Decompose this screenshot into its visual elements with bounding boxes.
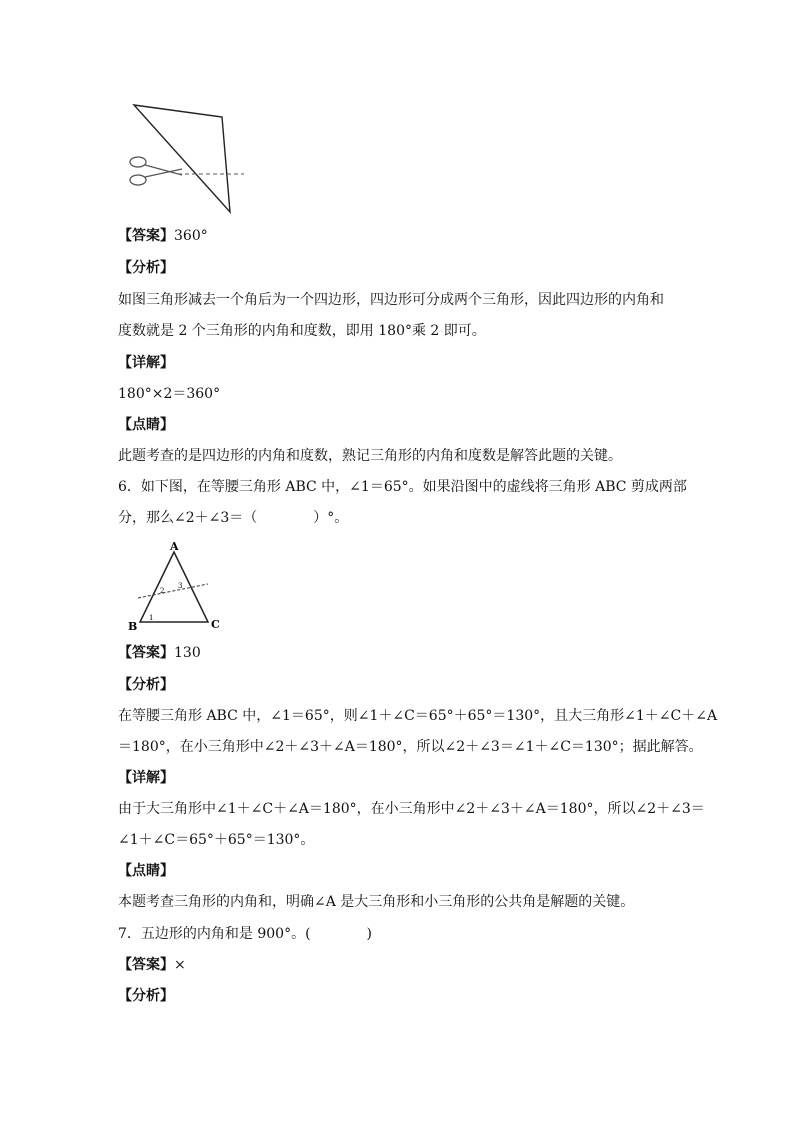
isosceles-triangle-figure xyxy=(120,538,230,634)
answer-value: 360° xyxy=(174,228,208,244)
analysis-text: 如图三角形减去一个角后为一个四边形，四边形可分成两个三角形，因此四边形的内角和 xyxy=(118,292,664,308)
triangle-shape xyxy=(134,105,230,212)
analysis-text: 在等腰三角形 ABC 中，∠1＝65°，则∠1＋∠C＝65°＋65°＝130°，且大三角形∠1＋∠C＋∠A xyxy=(118,708,718,724)
vertex-label-b: B xyxy=(128,620,138,633)
angle-label-1: 1 xyxy=(149,614,154,622)
analysis-tag: 【分析】 xyxy=(118,988,174,1004)
point-text: 本题考查三角形的内角和，明确∠A 是大三角形和小三角形的公共角是解题的关键。 xyxy=(118,894,635,910)
analysis-tag: 【分析】 xyxy=(118,677,174,693)
cut-triangle-figure xyxy=(120,95,260,220)
question-6-text: 分，那么∠2＋∠3＝（ ）°。 xyxy=(118,510,349,526)
question-6-text: 6．如下图，在等腰三角形 ABC 中，∠1＝65°。如果沿图中的虚线将三角形 ABC 剪成两部 xyxy=(118,479,687,495)
answer-value: × xyxy=(174,957,186,973)
vertex-label-a: A xyxy=(170,540,179,553)
answer-tag: 【答案】 xyxy=(118,957,174,973)
answer-row-6 xyxy=(118,643,201,663)
answer-row-7 xyxy=(118,955,186,975)
point-tag: 【点睛】 xyxy=(118,417,174,433)
answer-row-5 xyxy=(118,226,208,246)
detail-text: 180°×2＝360° xyxy=(118,386,221,402)
question-7-text: 7．五边形的内角和是 900°。( ) xyxy=(118,926,373,942)
point-tag: 【点睛】 xyxy=(118,863,174,879)
angle-label-3: 3 xyxy=(178,582,183,590)
detail-text: ∠1＋∠C＝65°＋65°＝130°。 xyxy=(118,832,315,848)
vertex-label-c: C xyxy=(211,618,220,631)
detail-text: 由于大三角形中∠1＋∠C＋∠A＝180°，在小三角形中∠2＋∠3＋∠A＝180°，所以∠2＋∠3＝ xyxy=(118,801,705,817)
detail-tag: 【详解】 xyxy=(118,770,174,786)
triangle-abc xyxy=(140,552,208,622)
scissors-icon xyxy=(130,157,182,185)
cut-dashed-line xyxy=(138,584,208,598)
answer-tag: 【答案】 xyxy=(118,228,174,244)
analysis-text: 度数就是 2 个三角形的内角和度数，即用 180°乘 2 即可。 xyxy=(118,323,486,339)
angle-label-2: 2 xyxy=(160,587,165,595)
analysis-text: ＝180°，在小三角形中∠2＋∠3＋∠A＝180°，所以∠2＋∠3＝∠1＋∠C＝130°；据此解答。 xyxy=(118,739,703,755)
detail-tag: 【详解】 xyxy=(118,355,174,371)
analysis-tag: 【分析】 xyxy=(118,260,174,276)
point-text: 此题考查的是四边形的内角和度数，熟记三角形的内角和度数是解答此题的关键。 xyxy=(118,448,622,464)
answer-value: 130 xyxy=(174,645,201,661)
answer-tag: 【答案】 xyxy=(118,645,174,661)
